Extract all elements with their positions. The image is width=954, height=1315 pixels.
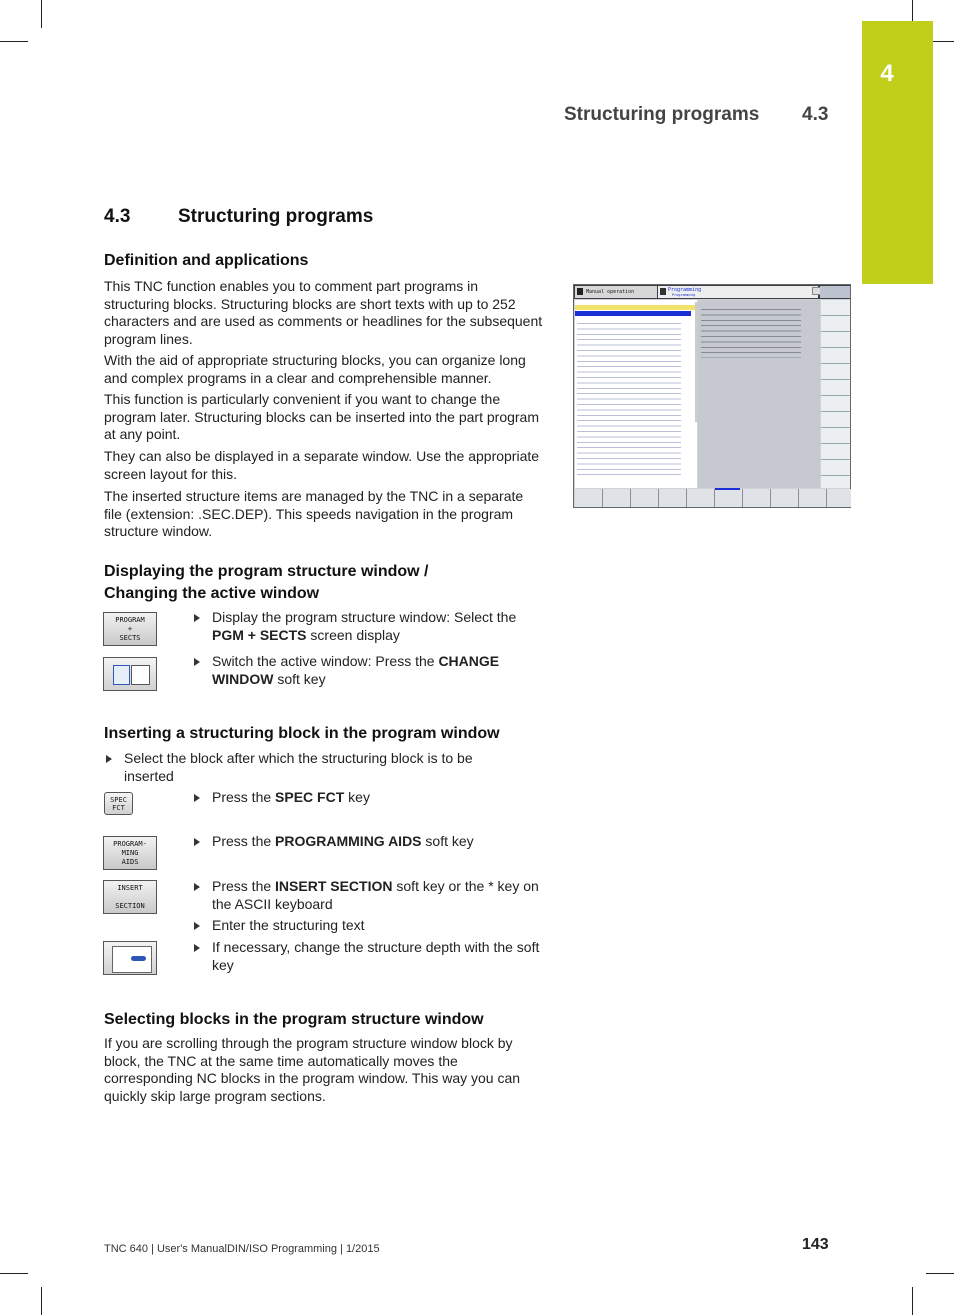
program-code-lines bbox=[577, 320, 681, 475]
structure-lines bbox=[701, 306, 801, 358]
displaying-heading-line1: Displaying the program structure window / bbox=[104, 563, 429, 580]
crop-mark bbox=[41, 0, 42, 28]
change-window-softkey[interactable] bbox=[103, 657, 157, 691]
step-arrow-icon bbox=[194, 838, 200, 846]
bottom-softkey-bar bbox=[575, 489, 851, 507]
definition-paragraph-2: With the aid of appropriate structuring blocks, you can organize long and complex programs in a clear and comprehensible manner. bbox=[104, 352, 526, 386]
step-arrow-icon bbox=[194, 614, 200, 622]
screenshot-mode-right: Programming Programming bbox=[658, 286, 818, 298]
screenshot-mode-left: Manual operation bbox=[575, 286, 657, 298]
step-arrow-icon bbox=[194, 794, 200, 802]
step-arrow-icon bbox=[194, 658, 200, 666]
step-arrow-icon bbox=[194, 883, 200, 891]
page-number: 143 bbox=[802, 1236, 829, 1253]
structure-depth-softkey[interactable] bbox=[103, 941, 157, 975]
spec-fct-key[interactable]: SPEC FCT bbox=[104, 792, 133, 815]
selecting-heading: Selecting blocks in the program structure window bbox=[104, 1011, 484, 1028]
tnc-screenshot bbox=[573, 284, 851, 508]
pgm-sects-softkey[interactable]: PROGRAM + SECTS bbox=[103, 612, 157, 646]
step-switch-active-window: Switch the active window: Press the CHANGE WINDOW soft key bbox=[194, 653, 542, 688]
inserting-heading: Inserting a structuring block in the program window bbox=[104, 725, 500, 742]
insert-section-softkey[interactable]: INSERT SECTION bbox=[103, 880, 157, 914]
definition-paragraph-4: They can also be displayed in a separate window. Use the appropriate screen layout for this. bbox=[104, 448, 540, 482]
displaying-heading-line2: Changing the active window bbox=[104, 585, 320, 602]
clock-area bbox=[820, 286, 850, 298]
step-press-programming-aids: Press the PROGRAMMING AIDS soft key bbox=[194, 833, 542, 851]
step-arrow-icon bbox=[194, 944, 200, 952]
step-enter-structuring-text: Enter the structuring text bbox=[194, 917, 542, 935]
definition-paragraph-1: This TNC function enables you to comment part programs in structuring blocks. Structuring blocks are short texts with up to 252 characters and are used as comments or headlines for the subsequent program lines. bbox=[104, 278, 543, 347]
step-change-structure-depth: If necessary, change the structure depth with the soft key bbox=[194, 939, 542, 974]
step-arrow-icon bbox=[194, 922, 200, 930]
program-line-selected bbox=[575, 311, 691, 316]
crop-mark bbox=[0, 41, 28, 42]
chapter-number: 4 bbox=[880, 60, 894, 87]
vertical-softkeys bbox=[821, 300, 850, 488]
step-press-insert-section: Press the INSERT SECTION soft key or the * key on the ASCII keyboard bbox=[194, 878, 542, 913]
active-softkey-indicator bbox=[715, 488, 740, 490]
selecting-paragraph: If you are scrolling through the program structure window block by block, the TNC at the same time automatically moves the corresponding NC blocks in the program window. This way you can quickly skip large program sections. bbox=[104, 1035, 521, 1104]
programming-icon bbox=[660, 288, 666, 295]
section-title: Structuring programs bbox=[178, 206, 374, 227]
window-left-icon bbox=[113, 665, 130, 685]
definition-heading: Definition and applications bbox=[104, 252, 309, 269]
structure-depth-icon bbox=[131, 956, 146, 961]
crop-mark bbox=[926, 1273, 954, 1274]
crop-mark bbox=[0, 1273, 28, 1274]
running-header-section: 4.3 bbox=[802, 104, 829, 125]
inserting-bullet: Select the block after which the structuring block is to be inserted bbox=[106, 750, 524, 785]
machine-icon bbox=[577, 288, 583, 295]
structure-window bbox=[698, 300, 820, 488]
bullet-arrow-icon bbox=[106, 755, 112, 763]
crop-mark bbox=[912, 1287, 913, 1315]
footer-text: TNC 640 | User's ManualDIN/ISO Programming | 1/2015 bbox=[104, 1243, 380, 1255]
definition-paragraph-5: The inserted structure items are managed by the TNC in a separate file (extension: .SEC.DEP). This speeds navigation in the program structure window. bbox=[104, 488, 524, 540]
crop-mark bbox=[41, 1287, 42, 1315]
running-header-title: Structuring programs bbox=[564, 104, 760, 125]
section-number: 4.3 bbox=[104, 206, 131, 227]
step-display-structure-window: Display the program structure window: Select the PGM + SECTS screen display bbox=[194, 609, 542, 644]
definition-paragraph-3: This function is particularly convenient if you want to change the program later. Structuring blocks can be inserted into the part program at any point. bbox=[104, 391, 539, 443]
program-window bbox=[575, 300, 697, 488]
program-line-highlight bbox=[575, 305, 695, 310]
step-press-spec-fct: Press the SPEC FCT key bbox=[194, 789, 542, 807]
window-right-icon bbox=[131, 665, 150, 685]
programming-aids-softkey[interactable]: PROGRAM- MING AIDS bbox=[103, 836, 157, 870]
